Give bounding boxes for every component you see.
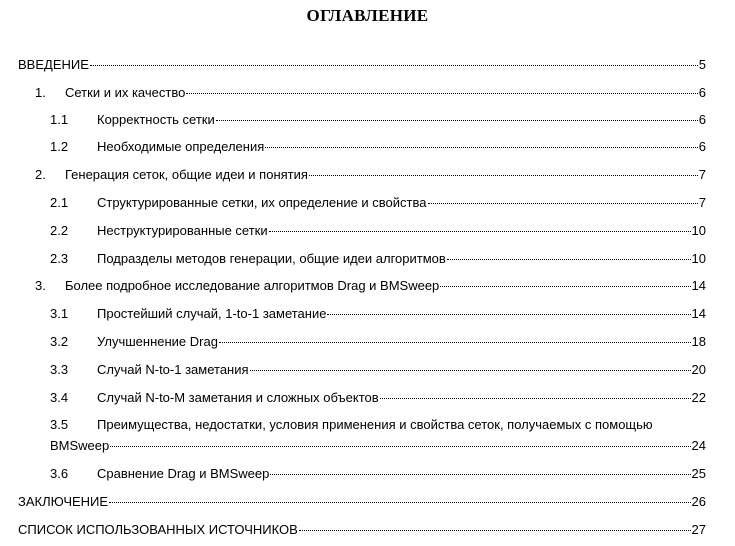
toc-entry-label-continuation: BMSweep: [50, 438, 110, 453]
toc-page-number: 7: [698, 195, 706, 210]
toc-entry-number: 2.2: [50, 223, 69, 238]
toc-leader-dots: [440, 286, 690, 287]
toc-page-number: 5: [698, 57, 706, 72]
toc-page-number: 14: [691, 278, 706, 293]
toc-entry-introduction[interactable]: [18, 56, 706, 74]
toc-entry-number: 3.: [35, 278, 46, 293]
toc-entry-section-3-5-continuation[interactable]: [50, 437, 706, 455]
toc-entry-number: 2.1: [50, 195, 69, 210]
toc-leader-dots: [447, 259, 691, 260]
toc-entry-label: Более подробное исследование алгоритмов Drag и BMSweep: [65, 278, 440, 293]
toc-leader-dots: [380, 398, 691, 399]
toc-leader-dots: [110, 446, 690, 447]
toc-entry-section-2-2[interactable]: [18, 222, 706, 240]
toc-entry-label: Структурированные сетки, их определение и свойства: [97, 195, 427, 210]
toc-entry-chapter-3[interactable]: [18, 277, 706, 295]
toc-leader-dots: [219, 342, 691, 343]
toc-page-number: 7: [698, 167, 706, 182]
toc-entry-chapter-1[interactable]: [18, 84, 706, 102]
toc-entry-section-3-2[interactable]: [18, 333, 706, 351]
toc-entry-label: Подразделы методов генерации, общие идеи алгоритмов: [97, 251, 446, 266]
toc-entry-number: 3.4: [50, 390, 69, 405]
toc-entry-number: 3.2: [50, 334, 69, 349]
toc-leader-dots: [265, 147, 698, 148]
toc-leader-dots: [299, 530, 691, 531]
toc-entry-number: 1.1: [50, 112, 69, 127]
toc-entry-label: Необходимые определения: [97, 139, 265, 154]
toc-entry-number: 2.: [35, 167, 46, 182]
toc-page-number: 6: [698, 112, 706, 127]
toc-leader-dots: [250, 370, 691, 371]
toc-leader-dots: [270, 474, 690, 475]
toc-entry-number: 3.6: [50, 466, 69, 481]
toc-leader-dots: [309, 175, 698, 176]
toc-entry-section-3-6[interactable]: [18, 465, 706, 483]
toc-page-number: 6: [698, 85, 706, 100]
toc-entry-references[interactable]: [18, 521, 706, 539]
toc-entry-label: ВВЕДЕНИЕ: [18, 57, 89, 72]
toc-entry-label: Генерация сеток, общие идеи и понятия: [65, 167, 308, 182]
toc-entry-section-3-5[interactable]: [50, 416, 706, 434]
toc-page-number: 10: [691, 223, 706, 238]
toc-entry-section-2-3[interactable]: [18, 250, 706, 268]
toc-entry-section-3-3[interactable]: [18, 361, 706, 379]
toc-entry-label: Сравнение Drag и BMSweep: [97, 466, 270, 481]
toc-entry-label: Корректность сетки: [97, 112, 215, 127]
toc-entry-conclusion[interactable]: [18, 493, 706, 511]
toc-entry-label: Простейший случай, 1-to-1 заметание: [97, 306, 327, 321]
toc-leader-dots: [327, 314, 690, 315]
toc-entry-number: 3.5: [50, 417, 69, 432]
toc-entry-number: 1.: [35, 85, 46, 100]
toc-page-number: 22: [691, 390, 706, 405]
toc-entry-section-1-1[interactable]: [18, 111, 706, 129]
toc-page-number: 6: [698, 139, 706, 154]
toc-page-number: 25: [691, 466, 706, 481]
toc-entry-chapter-2[interactable]: [18, 166, 706, 184]
toc-leader-dots: [90, 65, 698, 66]
toc-entry-section-3-1[interactable]: [18, 305, 706, 323]
toc-entry-number: 3.1: [50, 306, 69, 321]
toc-entry-section-3-4[interactable]: [18, 389, 706, 407]
toc-entry-number: 1.2: [50, 139, 69, 154]
toc-entry-label: Случай N-to-1 заметания: [97, 362, 249, 377]
toc-leader-dots: [269, 231, 691, 232]
toc-entry-label: Сетки и их качество: [65, 85, 186, 100]
toc-entry-section-1-2[interactable]: [18, 138, 706, 156]
toc-entry-label: ЗАКЛЮЧЕНИЕ: [18, 494, 109, 509]
toc-page-number: 18: [691, 334, 706, 349]
toc-entry-number: 3.3: [50, 362, 69, 377]
toc-entry-label: Преимущества, недостатки, условия применения и свойства сеток, получаемых с помощью: [97, 417, 653, 432]
document-title: ОГЛАВЛЕНИЕ: [306, 6, 429, 25]
toc-entry-label: Случай N-to-M заметания и сложных объектов: [97, 390, 379, 405]
toc-leader-dots: [216, 120, 698, 121]
toc-page-number: 20: [691, 362, 706, 377]
toc-entry-number: 2.3: [50, 251, 69, 266]
toc-page-number: 24: [691, 438, 706, 453]
toc-page-number: 10: [691, 251, 706, 266]
toc-entry-label: Неструктурированные сетки: [97, 223, 268, 238]
toc-page-number: 26: [691, 494, 706, 509]
toc-entry-label: СПИСОК ИСПОЛЬЗОВАННЫХ ИСТОЧНИКОВ: [18, 522, 298, 537]
toc-leader-dots: [428, 203, 698, 204]
toc-page-number: 27: [691, 522, 706, 537]
toc-leader-dots: [186, 93, 697, 94]
toc-entry-section-2-1[interactable]: [18, 194, 706, 212]
toc-entry-label: Улучшеннение Drag: [97, 334, 218, 349]
toc-leader-dots: [109, 502, 690, 503]
toc-page-number: 14: [691, 306, 706, 321]
